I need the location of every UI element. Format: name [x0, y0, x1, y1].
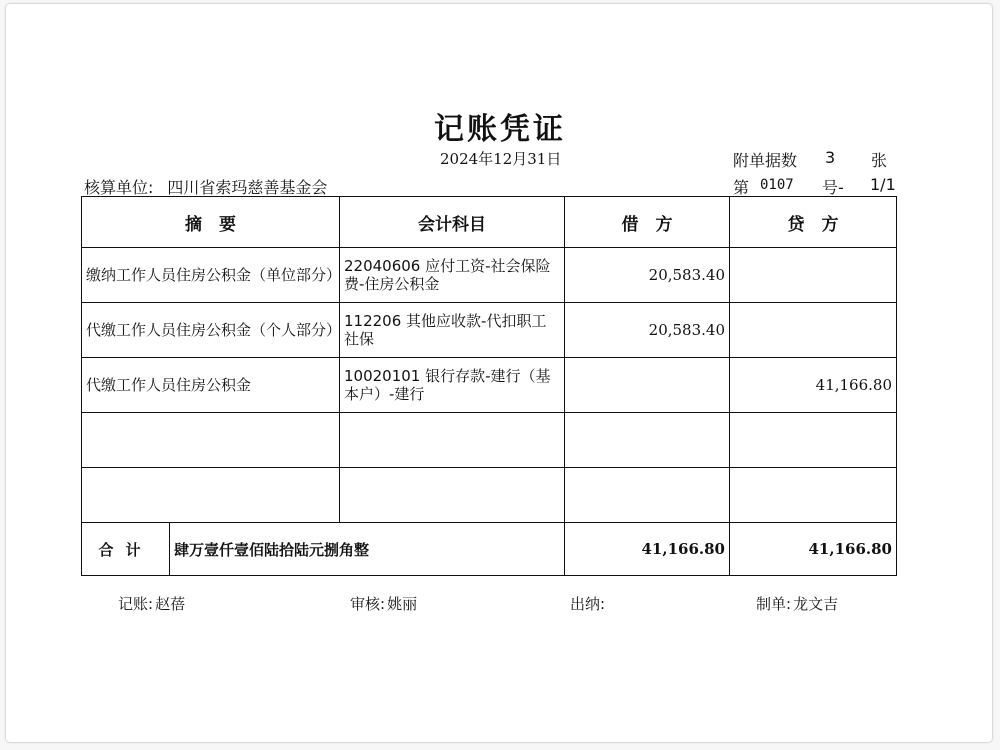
account-cell — [340, 468, 565, 523]
bookkeeper-signoff — [118, 593, 185, 614]
voucher-number: 0107 — [760, 177, 794, 193]
summary-cell — [82, 413, 340, 468]
account-cell: 10020101 银行存款-建行（基本户）-建行 — [340, 358, 565, 413]
header-summary: 摘 要 — [82, 197, 340, 248]
debit-cell — [565, 468, 730, 523]
account-cell: 22040606 应付工资-社会保险费-住房公积金 — [340, 248, 565, 303]
summary-cell: 代缴工作人员住房公积金 — [82, 358, 340, 413]
attachment-label: 附单据数 — [733, 151, 798, 170]
summary-cell — [82, 468, 340, 523]
preparer-name: 龙文吉 — [793, 595, 839, 613]
debit-cell — [565, 358, 730, 413]
reviewer-signoff — [350, 593, 417, 614]
voucher-table — [81, 196, 897, 576]
table-row — [82, 248, 897, 303]
total-credit: 41,166.80 — [730, 523, 897, 576]
voucher-number-line — [733, 175, 896, 198]
voucher-title: 记账凭证 — [434, 112, 566, 147]
voucher-suffix: 号- — [822, 178, 844, 197]
header-row — [82, 197, 897, 248]
total-row — [82, 523, 897, 576]
account-cell — [340, 413, 565, 468]
cashier-signoff — [570, 593, 607, 614]
table-row — [82, 413, 897, 468]
debit-cell: 20,583.40 — [565, 303, 730, 358]
bookkeeper-label: 记账: — [118, 595, 154, 613]
account-cell: 112206 其他应收款-代扣职工社保 — [340, 303, 565, 358]
reviewer-name: 姚丽 — [387, 595, 418, 613]
header-account: 会计科目 — [340, 197, 565, 248]
summary-cell: 代缴工作人员住房公积金（个人部分） — [82, 303, 340, 358]
credit-cell — [730, 248, 897, 303]
header-debit: 借 方 — [565, 197, 730, 248]
accounting-unit-line — [84, 175, 327, 198]
cashier-label: 出纳: — [570, 595, 606, 613]
credit-cell — [730, 303, 897, 358]
reviewer-label: 审核: — [350, 595, 386, 613]
credit-cell — [730, 413, 897, 468]
unit-label: 核算单位: — [84, 178, 154, 197]
voucher-date: 2024年12月31日 — [440, 150, 562, 168]
debit-cell — [565, 413, 730, 468]
bookkeeper-name: 赵蓓 — [155, 595, 186, 613]
credit-cell: 41,166.80 — [730, 358, 897, 413]
attachment-count-line — [733, 148, 887, 171]
voucher-page: 1/1 — [870, 175, 896, 194]
unit-name: 四川省索玛慈善基金会 — [167, 178, 328, 197]
voucher-prefix: 第 — [733, 178, 750, 197]
preparer-label: 制单: — [756, 595, 792, 613]
table-row — [82, 358, 897, 413]
attachment-unit: 张 — [871, 151, 888, 170]
table-row — [82, 303, 897, 358]
preparer-signoff — [756, 593, 838, 614]
table-row — [82, 468, 897, 523]
summary-cell: 缴纳工作人员住房公积金（单位部分） — [82, 248, 340, 303]
total-debit: 41,166.80 — [565, 523, 730, 576]
credit-cell — [730, 468, 897, 523]
debit-cell: 20,583.40 — [565, 248, 730, 303]
total-label: 合计 — [82, 523, 170, 576]
total-amount-words: 肆万壹仟壹佰陆拾陆元捌角整 — [170, 523, 565, 576]
attachment-count: 3 — [825, 148, 836, 167]
header-credit: 贷 方 — [730, 197, 897, 248]
